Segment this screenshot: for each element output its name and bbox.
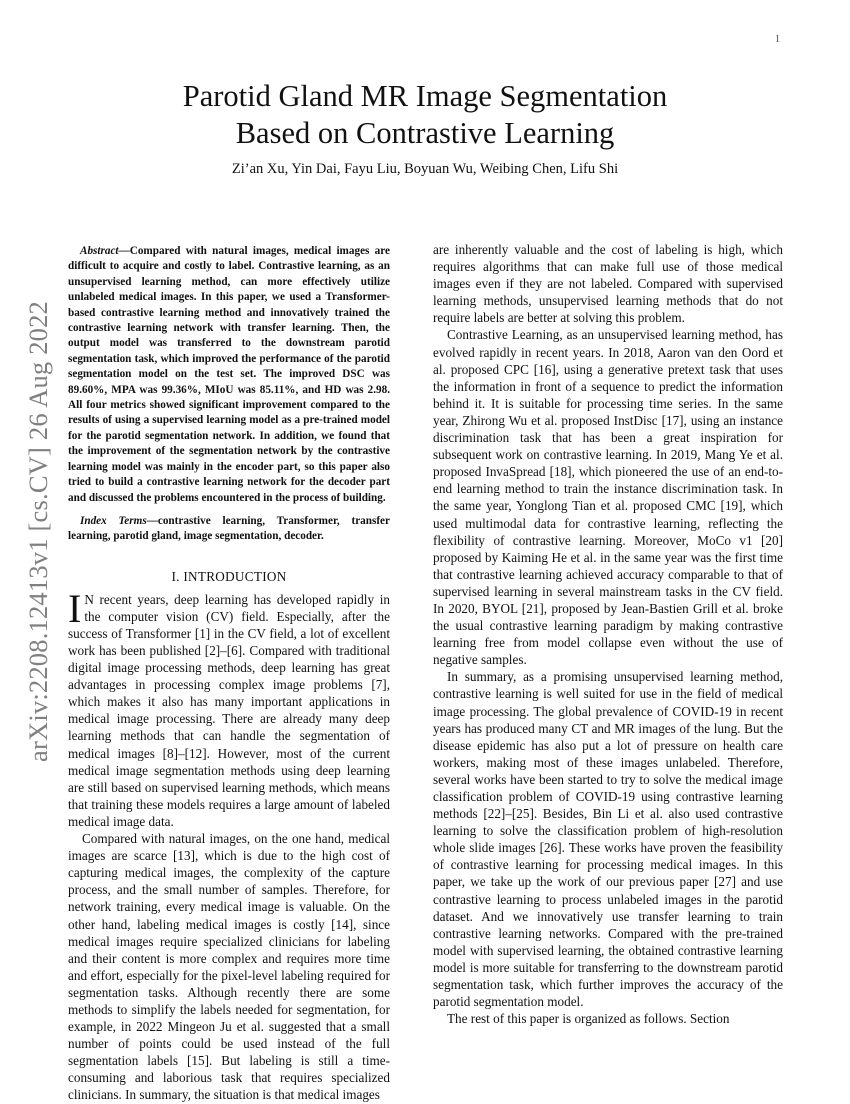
right-paragraph-2: Contrastive Learning, as an unsupervised learning method, has evolved rapidly in recent years. In 2018, Aaron van den Oord et al. proposed CPC [16], using a generative pretext task that uses the information in front of a sequence to predict the information behind it. It is suitable for processing time series. In the same year, Zhirong Wu et al. proposed InstDisc [17], using an instance discrimination task that has been a great inspiration for subsequent work on contrastive learning. In 2019, Mang Ye et al. proposed InvaSpread [18], which pioneered the use of an end-to-end learning method to train the instance discrimination task. In the same year, Yonglong Tian et al. proposed CMC [19], which used multimodal data for contrastive learning, reflecting the flexibility of contrastive learning. Moreover, MoCo v1 [20] proposed by Kaiming He et al. in the same year was the first time that contrastive learning achieved accuracy comparable to that of supervised learning in several mainstream tasks in the CV field. In 2020, BYOL [21], proposed by Jean-Bastien Grill et al. broke the usual contrastive learning paradigm by making contrastive learning free from model collapse even without the use of negative samples. bbox=[433, 327, 783, 668]
right-column bbox=[433, 241, 783, 1027]
right-paragraph-4: The rest of this paper is organized as follows. Section bbox=[447, 1011, 730, 1027]
paper-title-line-2: Based on Contrastive Learning bbox=[235, 116, 615, 150]
index-terms bbox=[68, 514, 390, 545]
index-terms-label: Index Terms bbox=[80, 514, 147, 527]
author-list: Zi’an Xu, Yin Dai, Fayu Liu, Boyuan Wu, Weibing Chen, Lifu Shi bbox=[231, 161, 619, 177]
paper-title bbox=[0, 78, 850, 152]
index-terms-text: —contrastive learning, Transformer, transfer learning, parotid gland, image segmentation, decoder. bbox=[68, 514, 390, 543]
right-paragraph-1: are inherently valuable and the cost of labeling is high, which requires algorithms that can make full use of those medical images even if they are not labeled. Compared with supervised learning methods, unsupervised learning methods that do not require labels are better at solving this problem. bbox=[433, 242, 783, 326]
section-heading-introduction: I. INTRODUCTION bbox=[171, 568, 287, 584]
abstract-label: Abstract bbox=[80, 245, 119, 257]
intro-paragraph-1-text: N recent years, deep learning has developed rapidly in the computer vision (CV) field. Especially, after the success of Transformer [1] in the CV field, a lot of excellent work has been published [2]–[6]. Compared with traditional digital image processing methods, deep learning has great advantages in processing complex image problems [7], which makes it also has many important applications in medical image processing. There are already many deep learning methods that can handle the segmentation of medical images [8]–[12]. However, most of the current medical image segmentation methods using deep learning are still based on supervised learning methods, which means that training these models requires a large amount of labeled medical image data. bbox=[68, 591, 390, 829]
abstract-text: —Compared with natural images, medical images are difficult to acquire and costly to label. Contrastive learning, as an unsupervised learning method, can more effectively utilize unlabeled medical images. In this paper, we used a Transformer-based contrastive learning method and innovatively trained the contrastive learning network with transfer learning. Then, the output model was transferred to the downstream parotid segmentation task, which improved the performance of the parotid segmentation model on the test set. The improved DSC was 89.60%, MPA was 99.36%, MIoU was 85.11%, and HD was 2.98. All four metrics showed significant improvement compared to the results of using a supervised learning model as a pre-trained model for the parotid segmentation network. In addition, we found that the improvement of the segmentation network by the contrastive learning model was mainly in the encoder part, so this paper also tried to build a contrastive learning network for the decoder part and discussed the problems encountered in the process of building. bbox=[68, 245, 390, 504]
right-paragraph-3: In summary, as a promising unsupervised learning method, contrastive learning is well suited for use in the field of medical image processing. The global prevalence of COVID-19 in recent years has produced many CT and MR images of the lung. But the disease epidemic has also put a lot of pressure on health care workers, making most of these images unlabeled. Therefore, several works have been started to try to solve the medical image classification problem of COVID-19 using contrastive learning methods [22]–[25]. Besides, Bin Li et al. also used contrastive learning to solve the classification problem of high-resolution whole slide images [26]. These works have proven the feasibility of contrastive learning for processing medical images. In this paper, we take up the work of our previous paper [27] and use contrastive learning to process unlabeled images in the parotid dataset. And we innovatively use transfer learning to train contrastive learning networks. Compared with the pre-trained model with supervised learning, the obtained contrastive learning model is more suitable for transferring to the downstream parotid segmentation task, which further improves the accuracy of the parotid segmentation model. bbox=[433, 669, 783, 1010]
drop-cap: I bbox=[68, 585, 82, 631]
arxiv-identifier-stamp: arXiv:2208.12413v1 [cs.CV] 26 Aug 2022 bbox=[23, 300, 53, 762]
paper-title-line-1: Parotid Gland MR Image Segmentation bbox=[182, 79, 668, 113]
abstract bbox=[68, 244, 390, 506]
intro-paragraph-1 bbox=[68, 585, 390, 830]
intro-paragraph-2: Compared with natural images, on the one hand, medical images are scarce [13], which is due to the high cost of capturing medical images, the complexity of the capture process, and the small number of samples. Therefore, for network training, every medical image is valuable. On the other hand, labeling medical images is costly [14], since medical images require specialized clinicians for labeling and their content is more complex and requires more time and effort, especially for the pixel-level labeling required for segmentation tasks. Although recently there are some methods to simplify the labels needed for segmentation, for example, in 2022 Mingeon Ju et al. suggested that a small number of points could be used instead of the full segmentation labels [15]. But labeling is still a time-consuming and laborious task that requires specialized clinicians. In summary, the situation is that medical images bbox=[68, 831, 390, 1103]
left-column bbox=[68, 244, 390, 1104]
page-number: 1 bbox=[775, 34, 780, 45]
